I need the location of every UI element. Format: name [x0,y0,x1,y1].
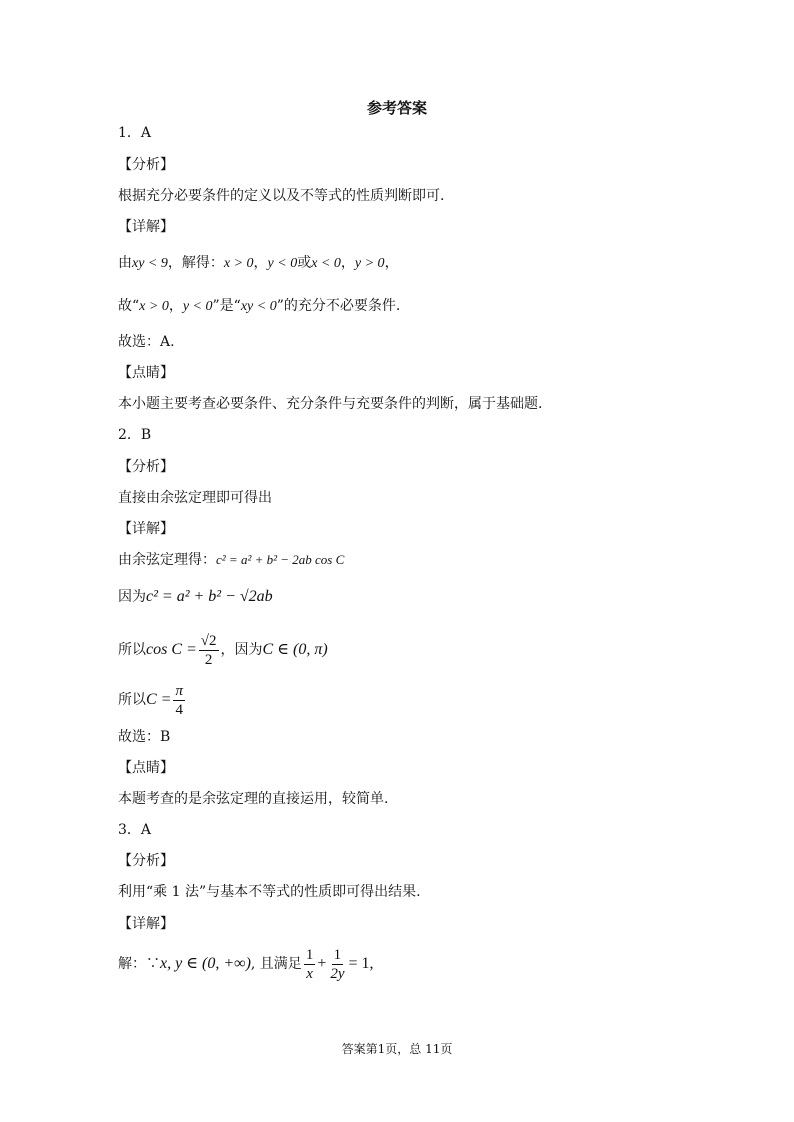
q2-analysis-tag: 【分析】 [118,459,174,475]
math: c² = a² + b² − 2ab cos C [216,552,345,567]
q2-comment-text: 本题考查的是余弦定理的直接运用，较简单. [118,791,389,807]
q3-detail-tag: 【详解】 [118,916,174,932]
numerator: 1 [333,946,342,963]
text: ， [168,298,183,314]
numerator: 1 [305,946,314,963]
q1-detail-line-1 [118,253,399,274]
text: 或 [297,255,312,271]
math: x > 0 [223,256,254,271]
q1-header: 1．A [118,125,152,141]
q2-answer: 故选：B [118,729,171,745]
q1-analysis-tag: 【分析】 [118,157,174,173]
q3-header: 3．A [118,822,152,838]
text: ， [340,255,355,271]
fraction [173,682,185,719]
numerator: π [175,682,183,699]
denominator: x [306,965,313,982]
q3-analysis-tag: 【分析】 [118,853,174,869]
text: 由余弦定理得： [118,552,216,568]
math: x, y ∈ (0, +∞) [160,955,251,972]
q2-detail-line-2 [118,587,273,607]
math: C = [146,691,172,708]
q2-detail-line-4 [118,680,187,720]
q1-detail-tag: 【详解】 [118,219,174,235]
q1-answer: 故选：A. [118,334,175,350]
q3-detail-line-1 [118,943,374,985]
q2-analysis-text: 直接由余弦定理即可得出 [118,490,272,506]
q1-detail-line-2 [118,296,400,317]
text: ， [253,255,268,271]
text: ”是“ [212,298,241,314]
q2-detail-line-3 [118,630,328,670]
fraction [304,946,316,983]
denominator: 2 [204,651,213,668]
denominator: 4 [175,701,183,718]
math: = 1, [348,955,374,972]
text: 故“ [118,298,140,314]
text: 因为 [118,589,146,605]
page-footer: 答案第1页，总 11页 [341,1042,453,1056]
text: ”的充分不必要条件. [276,298,401,314]
q1-analysis-text: 根据充分必要条件的定义以及不等式的性质判断即可. [118,188,445,204]
text: 所以 [118,642,146,658]
q3-analysis-text: 利用“乘 1 法”与基本不等式的性质即可得出结果. [118,884,421,900]
text: 所以 [118,692,146,708]
q2-header: 2．B [118,427,152,443]
q2-comment-tag: 【点睛】 [118,760,174,776]
text: ，因为 [220,642,263,658]
math: y < 0 [267,256,298,271]
fraction [199,632,219,669]
page-title: 参考答案 [366,99,427,117]
math: x > 0 [139,299,169,314]
fraction [328,946,346,983]
numerator: √2 [200,632,217,649]
math: cos C = [146,641,197,658]
q2-detail-line-1 [118,550,344,570]
math: xy < 9 [132,256,168,271]
plus-sign: + [317,955,327,972]
math: y > 0 [354,256,385,271]
q2-detail-tag: 【详解】 [118,521,174,537]
text: 由 [118,255,132,271]
q1-comment-tag: 【点睛】 [118,365,174,381]
math: c² = a² + b² − √2ab [146,588,273,605]
text: 解：∵ [118,956,160,972]
math: C ∈ (0, π) [262,641,328,658]
math: x < 0 [311,256,341,271]
text: , 且满足 [250,956,302,972]
denominator: 2y [330,965,345,982]
q1-comment-text: 本小题主要考查必要条件、充分条件与充要条件的判断，属于基础题. [118,396,543,412]
text: ，解得： [167,255,224,271]
math: xy < 0 [240,299,277,314]
text: ， [384,255,399,271]
math: y < 0 [182,299,213,314]
